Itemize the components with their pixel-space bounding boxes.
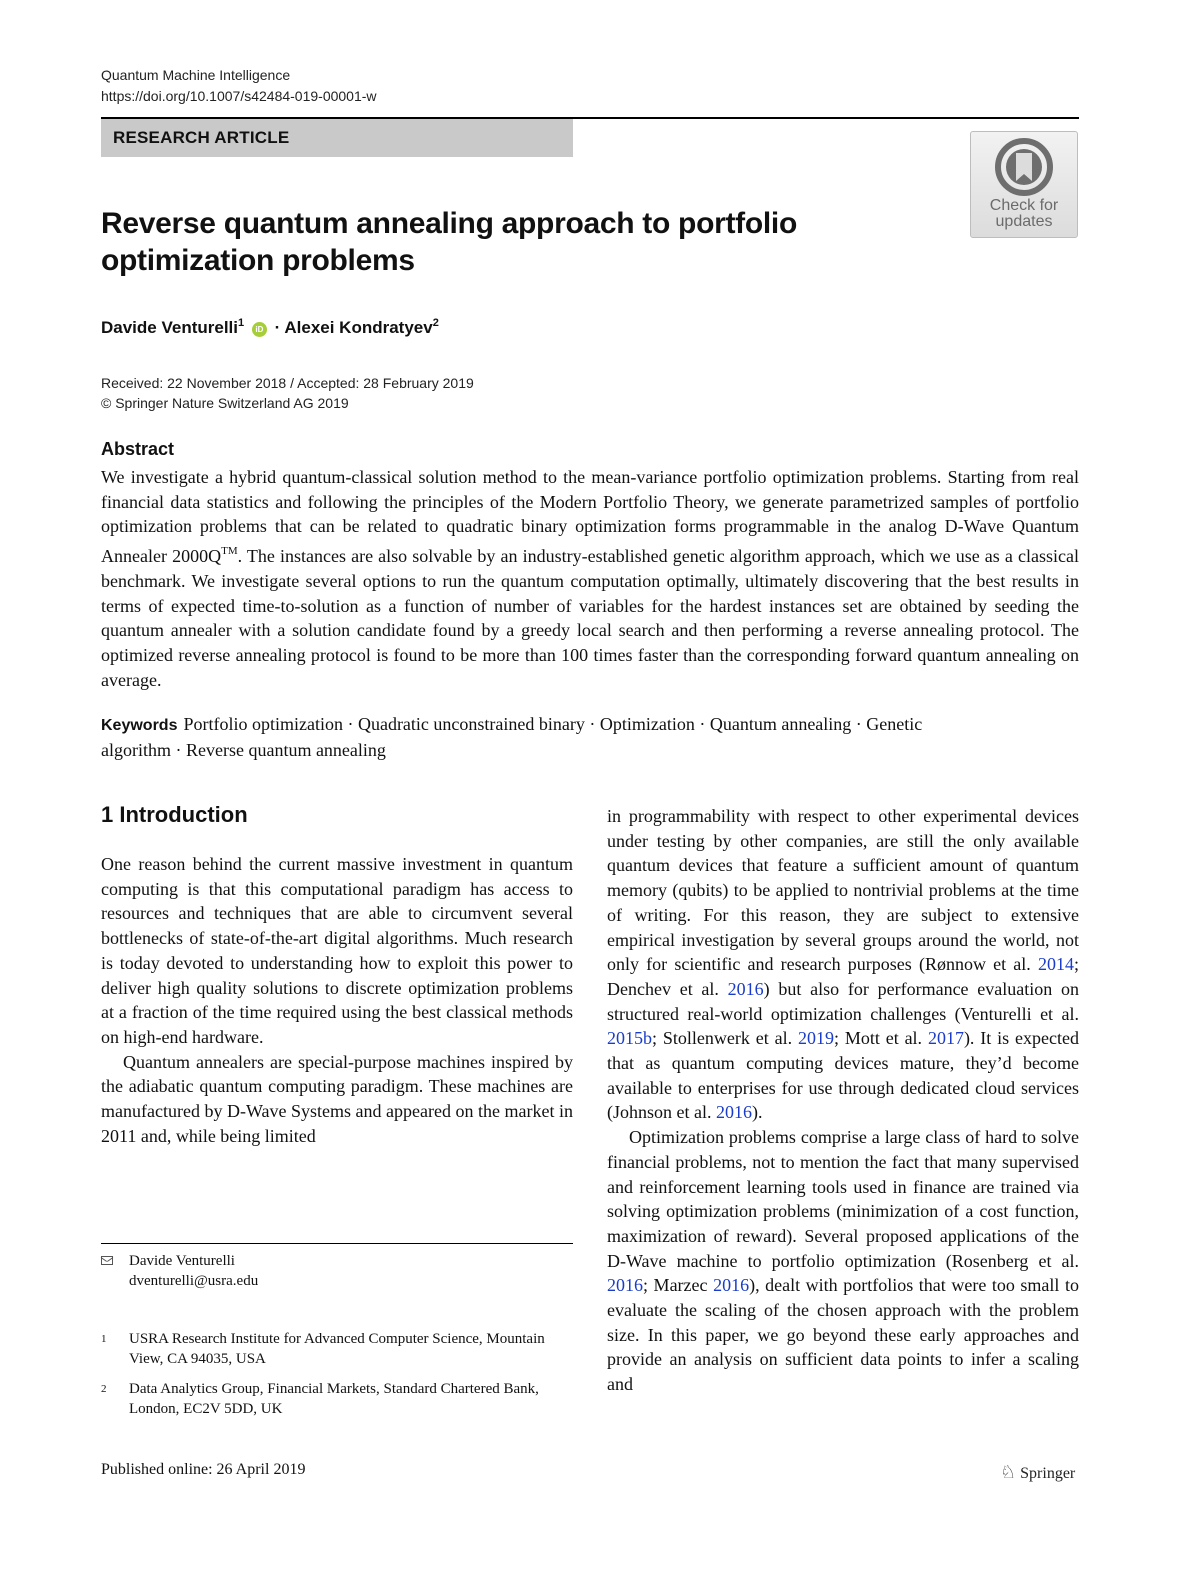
paragraph-text: ). — [751, 1102, 763, 1123]
paragraph-text: ; Stollenwerk et al. — [652, 1028, 798, 1049]
abstract-heading: Abstract — [101, 439, 175, 459]
citation-link[interactable]: 2016 — [713, 1275, 750, 1296]
paper-title: Reverse quantum annealing approach to portfolio optimization problems — [101, 207, 797, 277]
paragraph-text: Optimization problems comprise a large class of hard to solve financial problems, not to mention the fact that many supervised and reinforcement learning tools used in finance are trained via solving optimization problems (minimization of a cost function, maximization of reward). Several proposed applications of the D-Wave machine to portfolio optimization (Rosenberg et al. — [607, 1127, 1079, 1271]
author-separator: · — [274, 318, 281, 337]
right-column — [607, 804, 1079, 1397]
paragraph-text: ; Denchev et al. — [607, 954, 1079, 999]
citation-link[interactable]: 2015b — [607, 1028, 652, 1049]
affiliation-1 — [101, 1329, 573, 1369]
orcid-icon[interactable]: iD — [252, 322, 267, 337]
keywords-list: Portfolio optimization · Quadratic unconstrained binary · Optimization · Quantum annealing · Genetic algorithm · Reverse quantum annealing — [101, 714, 923, 760]
article-type-banner — [101, 119, 573, 157]
paragraph-text: ), dealt with portfolios that were too small to evaluate the scaling of the chosen approach with the problem size. In this paper, we go beyond these early approaches and provide an analysis on sufficient data points to infer a scaling and — [607, 1275, 1079, 1395]
citation-link[interactable]: 2017 — [927, 1028, 964, 1049]
paragraph: Quantum annealers are special-purpose machines inspired by the adiabatic quantum computing paradigm. These machines are manufactured by D-Wave Systems and appeared on the market in 2011 and, while being limited — [101, 1051, 573, 1146]
bookmark-ring-icon — [994, 137, 1054, 197]
left-column — [101, 852, 573, 1148]
affiliation-number: 1 — [101, 1333, 107, 1345]
abstract-body — [101, 465, 1079, 692]
affiliation-text: USRA Research Institute for Advanced Computer Science, Mountain View, CA 94035, USA — [129, 1331, 545, 1367]
abstract-text-part: . The instances are also solvable by an industry-established genetic algorithm approach, which we use as a classical benchmark. We investigate several options to run the quantum computation optimally, ultimately discovering that the best results in terms of expected time-to-solution as a function of number of variables for the hardest instances set are obtained by seeding the quantum annealer with a solution candidate found by a greedy local search and then performing a reverse annealing protocol. The optimized reverse annealing protocol is found to be more than 100 times faster than the corresponding forward quantum annealing on average. — [101, 546, 1080, 690]
keywords-label: Keywords — [101, 717, 178, 734]
contact-email[interactable]: dventurelli@usra.edu — [129, 1273, 259, 1289]
paragraph-text: ). It is expected that as quantum computing devices mature, they’d become available to enterprises for use through dedicated cloud services (Johnson et al. — [607, 1028, 1080, 1123]
journal-header — [101, 65, 377, 107]
paragraph — [607, 1125, 1079, 1397]
footnotes — [101, 1251, 573, 1419]
journal-name: Quantum Machine Intelligence — [101, 67, 291, 83]
paragraph — [607, 804, 1079, 1125]
keywords — [101, 712, 961, 763]
check-for-updates-badge[interactable] — [970, 131, 1078, 238]
affiliation-number: 2 — [101, 1383, 107, 1395]
citation-link[interactable]: 2014 — [1037, 954, 1074, 975]
published-date: Published online: 26 April 2019 — [101, 1461, 306, 1478]
publisher-logo — [1000, 1462, 1075, 1483]
citation-link[interactable]: 2016 — [727, 978, 764, 999]
envelope-icon — [101, 1256, 113, 1265]
author-affiliation-mark: 1 — [238, 317, 245, 329]
author-name[interactable]: Alexei Kondratyev — [284, 318, 433, 337]
springer-horse-icon: ♘ — [1000, 1462, 1017, 1482]
publisher-name: Springer — [1020, 1465, 1076, 1482]
doi-link[interactable]: https://doi.org/10.1007/s42484-019-00001-w — [101, 88, 377, 104]
author-list — [101, 310, 439, 341]
abstract-text-part: We investigate a hybrid quantum-classical solution method to the mean-variance portfolio optimization problems. Starting from real financial data statistics and following the principles of the Modern Portfolio Theory, we generate parametrized samples of portfolio optimization problems that can be related to quadratic binary optimization forms programmable in the analog D-Wave Quantum Annealer 2000Q — [101, 467, 1079, 567]
trademark-mark: TM — [221, 545, 238, 558]
paragraph-text: ; Mott et al. — [833, 1028, 928, 1049]
badge-line-1: Check for — [989, 197, 1059, 214]
copyright: © Springer Nature Switzerland AG 2019 — [101, 395, 349, 411]
citation-link[interactable]: 2016 — [607, 1275, 643, 1296]
paragraph-text: in programmability with respect to other experimental devices under testing by other companies, are still the only available quantum devices that feature a sufficient amount of quantum memory (qubits) to be applied to nontrivial problems at the time of writing. For this reason, they are subject to extensive empirical investigation by several groups around the world, not only for scientific and research purposes (Rønnow et al. — [607, 806, 1079, 975]
article-type-label: RESEARCH ARTICLE — [113, 128, 290, 147]
affiliation-text: Data Analytics Group, Financial Markets, Standard Chartered Bank, London, EC2V 5DD, UK — [129, 1381, 539, 1417]
affiliation-2 — [101, 1379, 573, 1419]
author-name[interactable]: Davide Venturelli — [101, 318, 238, 337]
article-dates — [101, 373, 474, 413]
footnote-rule — [101, 1243, 573, 1244]
paragraph: One reason behind the current massive investment in quantum computing is that this computational paradigm has access to resources and techniques that are able to circumvent several bottlenecks of state-of-the-art digital algorithms. Much research is today devoted to understanding how to exploit this power to deliver high quality solutions to discrete optimization problems at a fraction of the time required using the best classical methods on high-end hardware. — [101, 854, 573, 1047]
contact-name: Davide Venturelli — [129, 1253, 235, 1269]
paragraph-text: ; Marzec — [643, 1275, 714, 1296]
corresponding-author — [101, 1251, 573, 1291]
received-accepted: Received: 22 November 2018 / Accepted: 28 February 2019 — [101, 375, 474, 391]
citation-link[interactable]: 2019 — [797, 1028, 834, 1049]
paragraph-text: ) but also for performance evaluation on structured real-world optimization challenges (Venturelli et al. — [607, 978, 1079, 1024]
author-affiliation-mark: 2 — [432, 317, 439, 329]
citation-link[interactable]: 2016 — [715, 1102, 752, 1123]
section-heading-introduction: 1 Introduction — [101, 802, 248, 827]
badge-line-2: updates — [995, 213, 1053, 230]
